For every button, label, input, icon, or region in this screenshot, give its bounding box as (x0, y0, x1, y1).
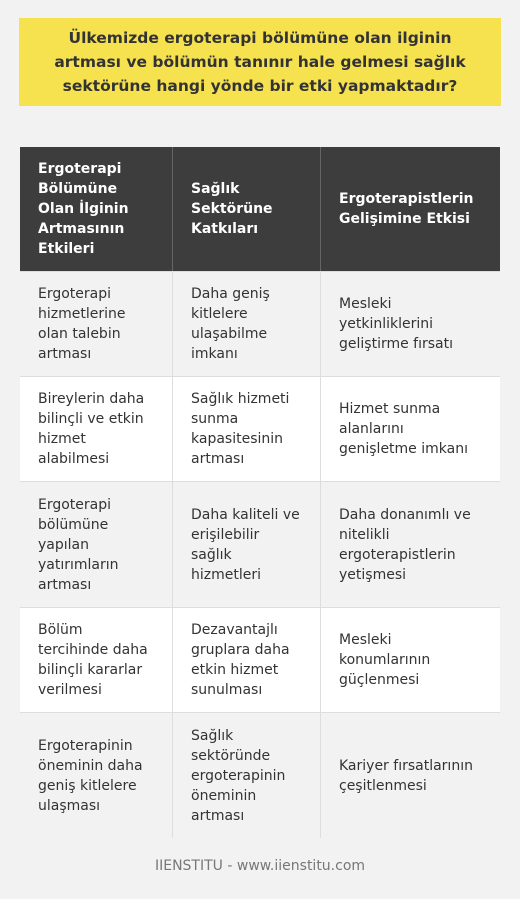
question-banner (19, 18, 501, 106)
table-cell: Dezavantajlı gruplara daha etkin hizmet sunulması (172, 608, 320, 712)
comparison-table (20, 147, 500, 838)
table-cell: Daha geniş kitlelere ulaşabilme imkanı (172, 272, 320, 376)
table-cell: Sağlık sektöründe ergoterapinin öneminin artması (172, 713, 320, 838)
table-row (20, 607, 500, 712)
table-cell: Bölüm tercihinde daha bilinçli kararlar verilmesi (20, 608, 172, 712)
table-cell: Ergoterapi hizmetlerine olan talebin artması (20, 272, 172, 376)
table-row (20, 712, 500, 838)
header-cell: Ergoterapistlerin Gelişimine Etkisi (320, 147, 500, 271)
header-cell: Sağlık Sektörüne Katkıları (172, 147, 320, 271)
table-cell: Hizmet sunma alanlarını genişletme imkanı (320, 377, 500, 481)
table-cell: Mesleki konumlarının güçlenmesi (320, 608, 500, 712)
table-cell: Sağlık hizmeti sunma kapasitesinin artması (172, 377, 320, 481)
footer-credit: IIENSTITU - www.iienstitu.com (154, 858, 366, 874)
table-row (20, 376, 500, 481)
table-cell: Kariyer fırsatlarının çeşitlenmesi (320, 713, 500, 838)
table-cell: Daha kaliteli ve erişilebilir sağlık hizmetleri (172, 482, 320, 607)
table-cell: Ergoterapi bölümüne yapılan yatırımların artması (20, 482, 172, 607)
table-cell: Mesleki yetkinliklerini geliştirme fırsatı (320, 272, 500, 376)
table-cell: Ergoterapinin öneminin daha geniş kitlelere ulaşması (20, 713, 172, 838)
table-header-row (20, 147, 500, 271)
table-row (20, 271, 500, 376)
table-row (20, 481, 500, 607)
table-cell: Daha donanımlı ve nitelikli ergoterapistlerin yetişmesi (320, 482, 500, 607)
header-cell: Ergoterapi Bölümüne Olan İlginin Artmasının Etkileri (20, 147, 172, 271)
table-cell: Bireylerin daha bilinçli ve etkin hizmet alabilmesi (20, 377, 172, 481)
question-text: Ülkemizde ergoterapi bölümüne olan ilginin artması ve bölümün tanınır hale gelmesi sağlık sektörüne hangi yönde bir etki yapmaktadır? (54, 29, 466, 95)
